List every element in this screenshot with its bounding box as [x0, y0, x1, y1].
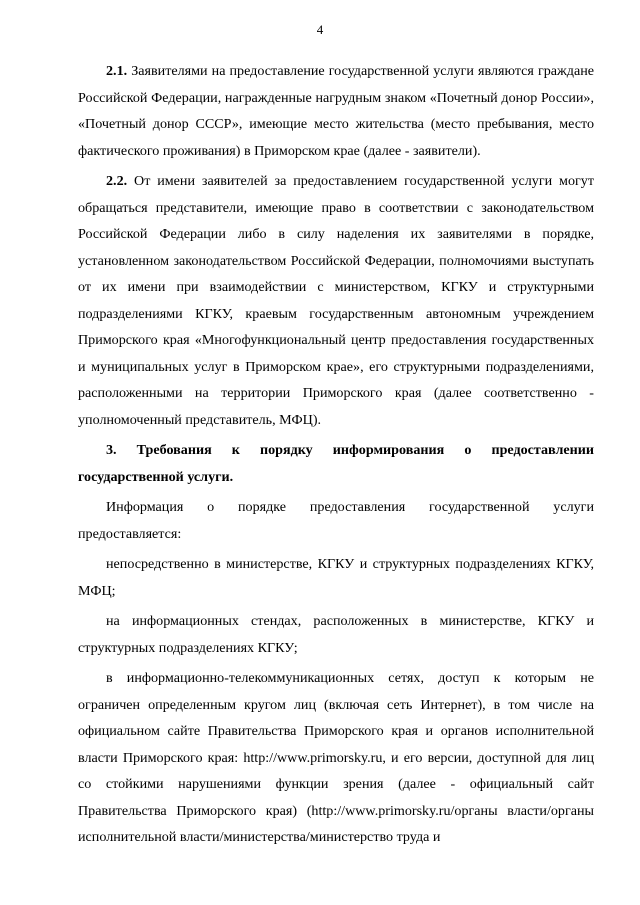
paragraph-2-1: [78, 58, 594, 164]
document-body: [78, 58, 594, 851]
section-3-heading: 3. Требования к порядку информирования о предоставлении государственной услуги.: [78, 442, 594, 485]
list-item-2: на информационных стендах, расположенных в министерстве, КГКУ и структурных подразделениях КГКУ;: [78, 613, 594, 656]
paragraph-2-2: [78, 168, 594, 433]
page-number: 4: [316, 22, 324, 37]
paragraph-2-1-number: 2.1.: [106, 63, 128, 79]
list-item-3: в информационно-телекоммуникационных сетях, доступ к которым не ограничен определенным кругом лиц (включая сеть Интернет), в том числе на официальном сайте Правительства Приморского края и органов исполнительной власти Приморского края: http://www.primorsky.ru, и его версии, доступной для лиц со стойкими нарушениями функции зрения (далее - официальный сайт Правительства Приморского края) (http://www.primorsky.ru/органы власти/органы исполнительной власти/министерства/министерство труда и: [78, 670, 594, 845]
paragraph-2-1-text: Заявителями на предоставление государственной услуги являются граждане Российской Федерации, награжденные нагрудным знаком «Почетный донор России», «Почетный донор СССР», имеющие место жительства (место пребывания, место фактического проживания) в Приморском крае (далее - заявители).: [78, 63, 594, 159]
paragraph-2-2-text: От имени заявителей за предоставлением государственной услуги могут обращаться представители, имеющие право в соответствии с законодательством Российской Федерации либо в силу наделения их заявителями в порядке, установленном законодательством Российской Федерации, полномочиями выступать от их имени при взаимодействии с министерством, КГКУ и структурными подразделениями КГКУ, краевым государственным автономным учреждением Приморского края «Многофункциональный центр предоставления государственных и муниципальных услуг в Приморском крае», его структурными подразделениями, расположенными на территории Приморского края (далее соответственно - уполномоченный представитель, МФЦ).: [78, 173, 594, 428]
section-3-intro: Информация о порядке предоставления государственной услуги предоставляется:: [78, 499, 594, 542]
list-item-1: непосредственно в министерстве, КГКУ и структурных подразделениях КГКУ, МФЦ;: [78, 556, 594, 599]
paragraph-2-2-number: 2.2.: [106, 173, 128, 189]
